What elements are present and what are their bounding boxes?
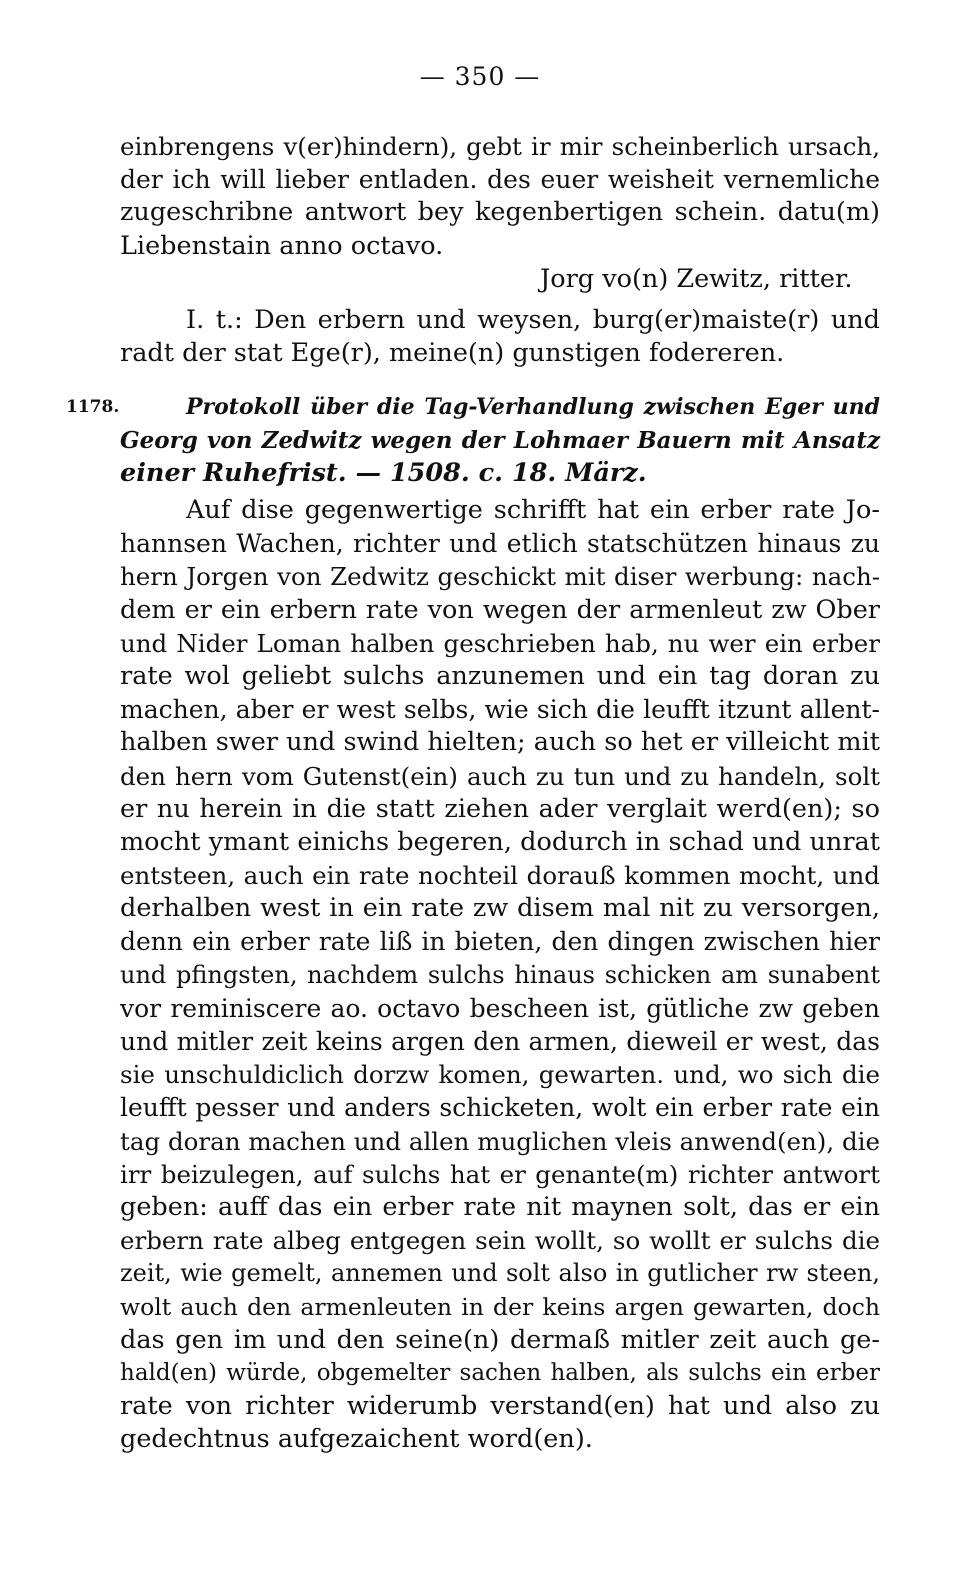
body-line: tag doran machen und allen muglichen vleis anwend(en), die xyxy=(120,1126,880,1156)
text-line: der ich will lieber entladen. des euer weisheit vernemliche xyxy=(120,165,880,195)
address-line: radt der stat Ege(r), meine(n) gunstigen fodereren. xyxy=(120,338,785,369)
body-line: gedechtnus aufgezaichent word(en). xyxy=(120,1424,593,1455)
body-line: zeit, wie gemelt, annemen und solt also in gutlicher rw steen, xyxy=(120,1259,880,1288)
body-line: dem er ein erbern rate von wegen der armenleut zw Ober xyxy=(120,594,880,625)
body-line: und Nider Loman halben geschrieben hab, nu wer ein erber xyxy=(120,628,880,658)
body-line: erbern rate albeg entgegen sein wollt, so wollt er sulchs die xyxy=(120,1226,880,1256)
entry-number: 1178. xyxy=(66,397,120,417)
body-line: hald(en) würde, obgemelter sachen halben, als sulchs ein erber xyxy=(120,1359,880,1386)
body-line: machen, aber er west selbs, wie sich die leufft itzunt allent- xyxy=(120,695,880,725)
body-line: hannsen Wachen, richter und etlich statschützen hinaus zu xyxy=(120,529,880,559)
body-line: leufft pesser und anders schicketen, wolt ein erber rate ein xyxy=(120,1093,880,1123)
body-line: und mitler zeit keins argen den armen, dieweil er west, das xyxy=(120,1027,880,1056)
body-line: sie unschuldiclich dorzw komen, gewarten. und, wo sich die xyxy=(120,1060,880,1090)
heading-line: Protokoll über die Tag-Verhandlung zwischen Eger und xyxy=(186,394,880,420)
body-line: hern Jorgen von Zedwitz geschickt mit diser werbung: nach- xyxy=(120,562,880,592)
entry-heading xyxy=(120,391,880,491)
text-line: Liebenstain anno octavo. xyxy=(120,230,444,261)
body-line: das gen im und den seine(n) dermaß mitler zeit auch ge- xyxy=(120,1324,880,1355)
body-line: wolt auch den armenleuten in der keins argen gewarten, doch xyxy=(120,1292,880,1321)
body-line: geben: auff das ein erber rate nit maynen solt, das er ein xyxy=(120,1191,880,1222)
entry-body xyxy=(120,494,880,1456)
page-number: — 350 — xyxy=(419,62,541,91)
body-line: vor reminiscere ao. octavo bescheen ist, gütliche zw geben xyxy=(120,993,880,1023)
body-line: rate wol geliebt sulchs anzunemen und ein tag doran zu xyxy=(120,660,880,691)
heading-line: einer Ruhefrist. — 1508. c. 18. März. xyxy=(120,458,647,489)
body-line: Auf dise gegenwertige schrifft hat ein erber rate Jo- xyxy=(186,495,880,525)
body-line: rate von richter widerumb verstand(en) hat und also zu xyxy=(120,1391,880,1422)
body-line: denn ein erber rate liß in bieten, den dingen zwischen hier xyxy=(120,927,880,957)
body-line: derhalben west in ein rate zw disem mal nit zu versorgen, xyxy=(120,893,880,924)
body-line: er nu herein in die statt ziehen ader verglait werd(en); so xyxy=(120,793,880,824)
letter-signature: Jorg vo(n) Zewitz, ritter. xyxy=(540,263,853,294)
letter-closing xyxy=(120,130,880,370)
text-line: zugeschribne antwort bey kegenbertigen schein. datu(m) xyxy=(120,197,880,228)
body-line: irr beizulegen, auf sulchs hat er genante(m) richter antwort xyxy=(120,1159,880,1189)
address-line: I. t.: Den erbern und weysen, burg(er)maiste(r) und xyxy=(186,304,880,335)
body-line: entsteen, auch ein rate nochteil dorauß kommen mocht, und xyxy=(120,861,880,891)
body-line: mocht ymant einichs begeren, dodurch in schad und unrat xyxy=(120,826,880,857)
body-line: den hern vom Gutenst(ein) auch zu tun und zu handeln, solt xyxy=(120,761,880,791)
heading-line: Georg von Zedwitz wegen der Lohmaer Bauern mit Ansatz xyxy=(120,427,880,455)
body-line: und pfingsten, nachdem sulchs hinaus schicken am sunabent xyxy=(120,960,880,989)
body-line: halben swer und swind hielten; auch so het er villeicht mit xyxy=(120,727,880,758)
text-line: einbrengens v(er)hindern), gebt ir mir scheinberlich ursach, xyxy=(120,132,880,161)
